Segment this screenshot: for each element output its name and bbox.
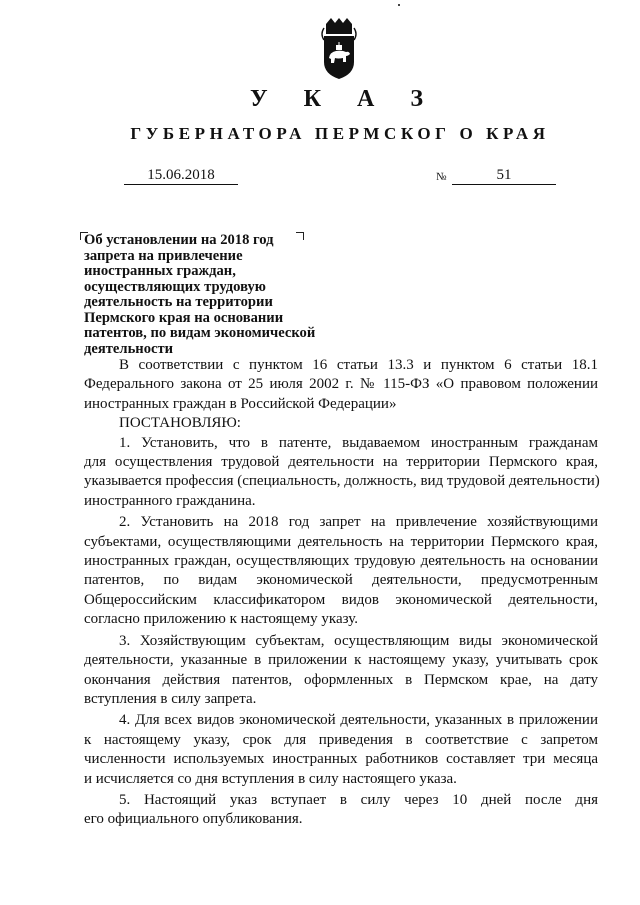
subject-line: иностранных граждан, [84,263,236,279]
preamble-line: иностранных граждан в Российской Федерации» [84,395,397,412]
paragraph-5-line: его официального опубликования. [84,811,303,828]
paragraph-1-line: 1. Установить, что в патенте, выдаваемом иностранным гражданам [119,434,598,451]
subject-line: Об установлении на 2018 год [84,232,274,248]
paragraph-4-line: к настоящему указу, срок для приведения в соответствие с запретом [84,731,598,748]
paragraph-4-line: и исчисляется со дня вступления в силу настоящего указа. [84,770,457,787]
perm-krai-coat-of-arms-icon [318,18,360,80]
decree-date: 15.06.2018 [124,166,238,185]
preamble-line: В соответствии с пунктом 16 статьи 13.3 и пунктом 6 статьи 18.1 [119,357,598,373]
paragraph-3-line: 3. Хозяйствующим субъектам, осуществляющим виды экономической [119,632,598,649]
subject-line: Пермского края на основании [84,309,284,326]
paragraph-3-line: окончания действия патентов, оформленных в Пермском крае, на дату [84,671,598,688]
subject-line: запрета на привлечение [84,247,243,264]
paragraph-2-line: патентов, по видам экономической деятельности, предусмотренным [84,572,598,589]
paragraph-2-line: субъектами, осуществляющими деятельность на территории Пермского края, [84,533,598,550]
paragraph-2-line: 2. Установить на 2018 год запрет на привлечение хозяйствующими [119,514,598,531]
decree-body [84,356,598,830]
paragraph-5-line: 5. Настоящий указ вступает в силу через 10 дней после дня [119,791,598,808]
preamble-line: Федерального закона от 25 июля 2002 г. № 115-ФЗ «О правовом положении [84,376,598,393]
paragraph-2-line: иностранных граждан, осуществляющих трудовую деятельность на основании [84,553,598,570]
document-title: У К А З [249,86,438,112]
subject-line: деятельности [84,340,174,357]
paragraph-1-line: для осуществления трудовой деятельности на территории Пермского края, [84,454,598,471]
subject-line: осуществляющих трудовую [84,278,266,295]
scan-dot [398,4,400,6]
paragraph-1-line: иностранного гражданина. [84,492,256,509]
subject-line: патентов, по видам экономической [84,325,316,341]
document-issuer: ГУБЕРНАТОРА ПЕРМСКОГ О КРАЯ [130,124,550,143]
paragraph-4-line: 4. Для всех видов экономической деятельности, указанных в приложении [119,712,598,729]
decree-number: 51 [452,166,556,185]
paragraph-2-line: Общероссийским классификатором видов экономической деятельности, [84,591,598,608]
paragraph-2-line: согласно приложению к настоящему указу. [84,611,359,628]
subject-line: деятельность на территории [84,294,273,310]
decree-subject [84,233,344,357]
decree-word: ПОСТАНОВЛЯЮ: [119,415,241,432]
number-sign: № [436,171,447,183]
paragraph-4-line: численности используемых иностранных работников составляет три месяца [84,751,598,768]
paragraph-3-line: вступления в силу запрета. [84,690,257,707]
paragraph-3-line: деятельности, указанные в приложении к настоящему указу, учитывать срок [84,652,598,669]
paragraph-1-line: указывается профессия (специальность, должность, вид трудовой деятельности) [84,473,600,490]
